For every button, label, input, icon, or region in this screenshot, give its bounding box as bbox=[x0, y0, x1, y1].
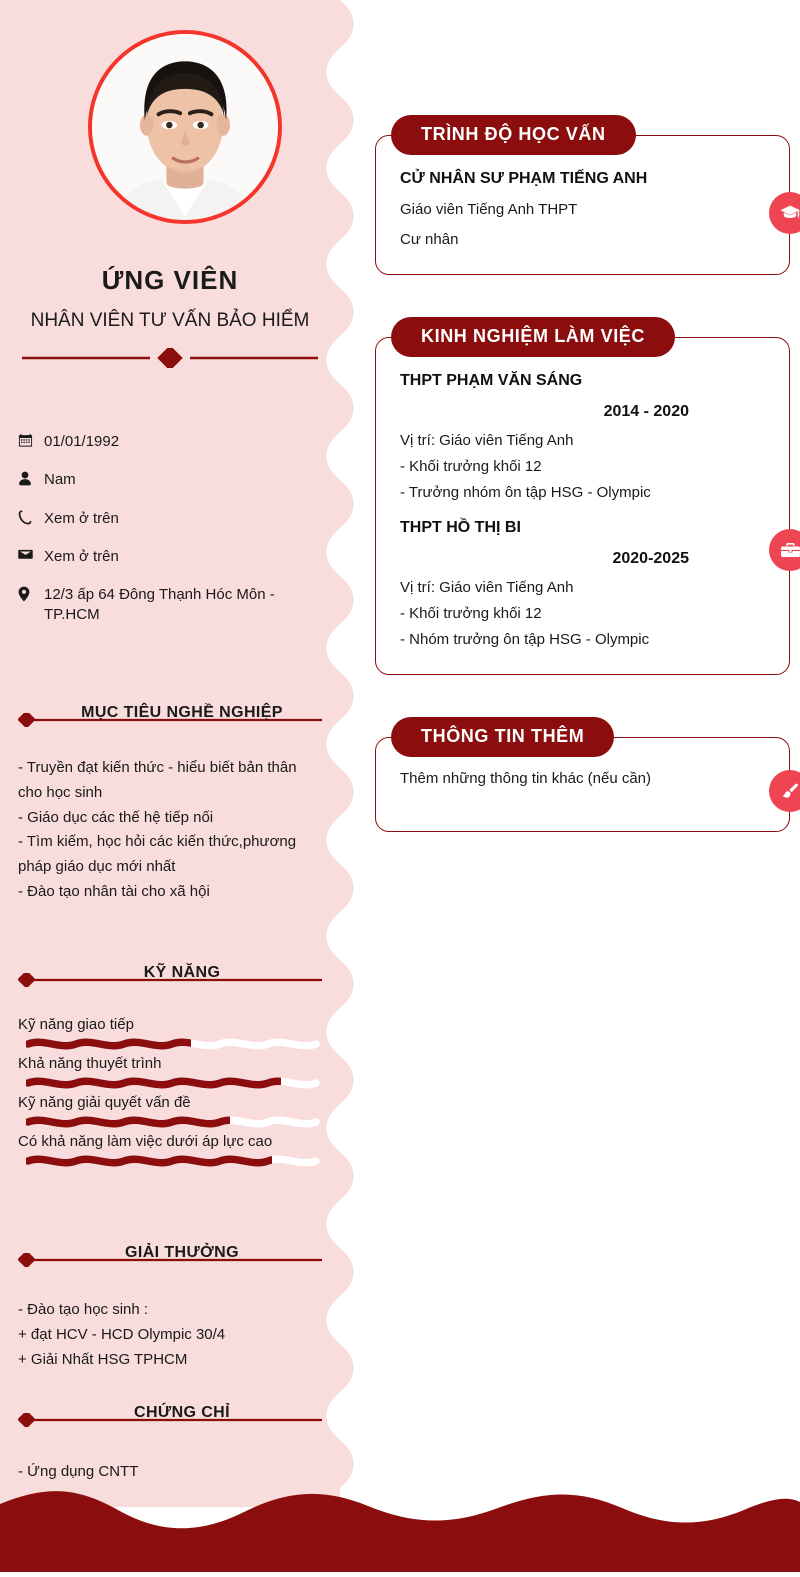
section-title-awards: GIẢI THƯỞNG bbox=[125, 1244, 239, 1261]
objective-line: - Đào tạo nhân tài cho xã hội bbox=[18, 882, 210, 900]
job-title: NHÂN VIÊN TƯ VẤN BẢO HIỂM bbox=[30, 310, 310, 331]
contact-value: Xem ở trên bbox=[44, 509, 119, 527]
skill-bar bbox=[26, 1074, 326, 1092]
section-title-skills: KỸ NĂNG bbox=[143, 964, 221, 981]
contact-value: 12/3 ấp 64 Đông Thạnh Hóc Môn - TP.HCM bbox=[44, 586, 275, 624]
contact-value: 01/01/1992 bbox=[44, 433, 120, 450]
award-line: + đạt HCV - HCD Olympic 30/4 bbox=[18, 1325, 226, 1343]
skill-bar bbox=[26, 1113, 326, 1131]
section-title-more-info: THÔNG TIN THÊM bbox=[391, 717, 614, 757]
page-title: ỨNG VIÊN bbox=[101, 265, 239, 295]
contact-item-gender bbox=[18, 470, 328, 490]
section-awards bbox=[18, 1240, 322, 1372]
skill-bar bbox=[26, 1152, 326, 1170]
contact-value: Xem ở trên bbox=[44, 547, 119, 565]
section-more-info bbox=[375, 726, 790, 832]
experience-company: THPT HỒ THỊ BI bbox=[400, 519, 521, 536]
award-line: + Giải Nhất HSG TPHCM bbox=[18, 1350, 188, 1368]
section-title-objective: MỤC TIÊU NGHỀ NGHIỆP bbox=[81, 704, 283, 721]
person-icon bbox=[18, 470, 44, 486]
avatar-photo bbox=[92, 34, 278, 220]
skill-label: Kỹ năng giải quyết vấn đề bbox=[18, 1094, 191, 1111]
skill-item bbox=[18, 1133, 322, 1170]
skill-item bbox=[18, 1094, 322, 1131]
education-degree: CỬ NHÂN SƯ PHẠM TIẾNG ANH bbox=[400, 170, 648, 187]
objective-line: - Truyền đạt kiến thức - hiểu biết bản thân cho học sinh bbox=[18, 759, 297, 801]
education-major: Giáo viên Tiếng Anh THPT bbox=[400, 201, 578, 218]
objective-line: - Giáo dục các thế hệ tiếp nối bbox=[18, 808, 214, 826]
section-title-education: TRÌNH ĐỘ HỌC VẤN bbox=[391, 115, 636, 155]
section-skills bbox=[18, 960, 322, 1172]
contact-value: Nam bbox=[44, 471, 76, 489]
experience-period: 2020-2025 bbox=[612, 550, 689, 567]
skill-label: Khả năng thuyết trình bbox=[18, 1055, 162, 1072]
section-title-experience: KINH NGHIỆM LÀM VIỆC bbox=[391, 317, 675, 357]
section-objective bbox=[18, 700, 322, 905]
section-certificates bbox=[18, 1400, 322, 1485]
experience-company: THPT PHẠM VĂN SÁNG bbox=[400, 372, 583, 389]
section-education bbox=[375, 124, 790, 275]
experience-position: Vị trí: Giáo viên Tiếng Anh bbox=[400, 579, 574, 596]
contact-item-phone bbox=[18, 509, 328, 529]
contact-item-birthdate bbox=[18, 432, 328, 452]
experience-position: Vị trí: Giáo viên Tiếng Anh bbox=[400, 432, 574, 449]
section-title-certificates: CHỨNG CHỈ bbox=[134, 1404, 230, 1421]
location-pin-icon bbox=[18, 585, 44, 602]
experience-bullet: - Khối trưởng khối 12 bbox=[400, 458, 542, 475]
skill-label: Kỹ năng giao tiếp bbox=[18, 1016, 134, 1033]
contact-item-email bbox=[18, 547, 328, 567]
skill-label: Có khả năng làm việc dưới áp lực cao bbox=[18, 1133, 273, 1150]
objective-line: - Tìm kiếm, học hỏi các kiến thức,phương pháp giáo dục mới nhất bbox=[18, 833, 297, 875]
name-divider bbox=[22, 348, 318, 368]
experience-period: 2014 - 2020 bbox=[603, 403, 689, 420]
section-experience bbox=[375, 326, 790, 675]
skill-item bbox=[18, 1016, 322, 1053]
contact-item-address bbox=[18, 585, 328, 626]
skill-bar bbox=[26, 1035, 326, 1053]
contact-list bbox=[18, 432, 328, 644]
phone-icon bbox=[18, 509, 44, 525]
avatar bbox=[88, 30, 282, 224]
experience-bullet: - Trưởng nhóm ôn tập HSG - Olympic bbox=[400, 484, 651, 501]
award-line: - Đào tạo học sinh : bbox=[18, 1301, 149, 1318]
experience-bullet: - Khối trưởng khối 12 bbox=[400, 605, 542, 622]
experience-bullet: - Nhóm trưởng ôn tập HSG - Olympic bbox=[400, 631, 650, 648]
calendar-icon bbox=[18, 432, 44, 448]
footer-wave bbox=[0, 1480, 800, 1572]
skill-item bbox=[18, 1055, 322, 1092]
envelope-icon bbox=[18, 547, 44, 561]
certificate-line: - Ứng dụng CNTT bbox=[18, 1463, 139, 1480]
education-level: Cư nhân bbox=[400, 231, 459, 248]
more-info-text: Thêm những thông tin khác (nếu cần) bbox=[400, 770, 652, 787]
